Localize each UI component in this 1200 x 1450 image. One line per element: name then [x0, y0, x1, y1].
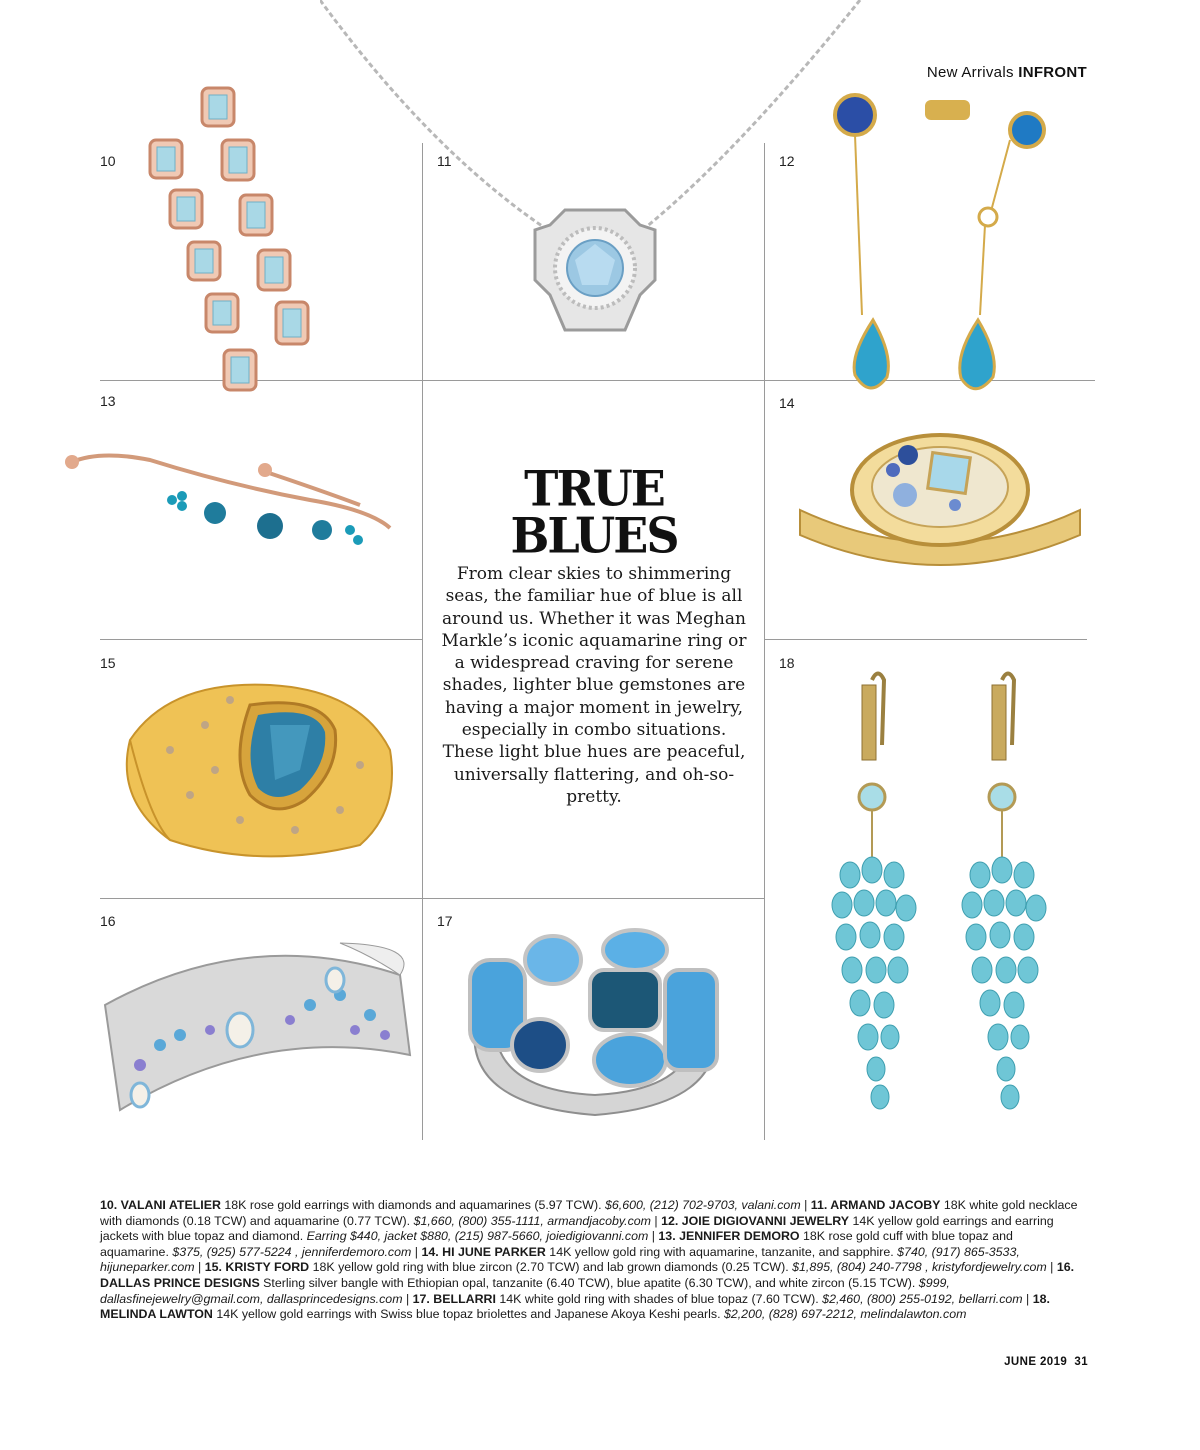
- panel-number: 13: [100, 393, 116, 409]
- credit-contact: $2,200, (828) 697-2212, melindalawton.com: [723, 1307, 967, 1322]
- credit-desc: 14K yellow gold ring with aquamarine, tanzanite, and sapphire.: [545, 1244, 898, 1259]
- credit-name: 17. BELLARRI: [412, 1291, 496, 1306]
- yellow-gold-blue-topaz-earrings-icon: [815, 85, 1065, 410]
- credit-name: 10. VALANI ATELIER: [100, 1198, 221, 1212]
- credit-contact: $2,460, (800) 255-0192, bellarri.com: [822, 1291, 1023, 1306]
- credit-desc: Sterling silver bangle with Ethiopian opal, tanzanite (6.40 TCW), blue apatite (6.30 TCW), and white zircon (5.15 TCW).: [259, 1275, 919, 1290]
- page-folio: [1004, 1356, 1088, 1368]
- yellow-gold-briolette-earrings-icon: [820, 665, 1060, 1135]
- credit-name: 15. KRISTY FORD: [204, 1260, 310, 1275]
- credit-contact: $375, (925) 577-5224 , jenniferdemoro.com: [172, 1244, 412, 1259]
- feature-intro: From clear skies to shimmering seas, the familiar hue of blue is all around us. Whether it was Meghan Markle’s iconic aquamarine ring or a widespread craving for serene shades, lighter blue gemstones are having a major moment in jewelry, especially in combo situations. These light blue hues are peaceful, universally flattering, and oh-so-pretty.: [441, 564, 747, 807]
- grid-divider: [100, 639, 422, 640]
- credit-desc: 18K white gold necklace with diamonds (0.18 TCW) and aquamarine (0.77 TCW).: [100, 1198, 1078, 1228]
- grid-divider: [100, 898, 765, 899]
- credit-desc: 14K yellow gold earrings with Swiss blue topaz briolettes and Japanese Akoya Keshi pearls.: [212, 1307, 724, 1322]
- credit-desc: 14K yellow gold earrings and earring jackets with blue topaz and diamond.: [100, 1213, 1054, 1244]
- page-number: 31: [1074, 1356, 1088, 1368]
- feature-title-line: BLUES: [510, 506, 678, 564]
- panel-number: 11: [437, 153, 452, 169]
- credit-contact: $6,600, (212) 702-9703, valani.com: [605, 1198, 801, 1212]
- panel-number: 12: [779, 153, 795, 169]
- sterling-silver-opal-bangle-icon: [100, 935, 420, 1135]
- credit-desc: 18K rose gold earrings with diamonds and aquamarines (5.97 TCW).: [220, 1198, 606, 1212]
- section-name: INFRONT: [1018, 64, 1087, 81]
- product-credits: 10. VALANI ATELIER 18K rose gold earrings with diamonds and aquamarines (5.97 TCW). $6,600, (212) 702-9703, valani.com | 11. ARMAND JACOBY 18K white gold necklace with diamonds (0.18 TCW) and aquamarine (0.77 TCW). $1,660, (800) 355-1111, armandjacoby.com | 12. JOIE DIGIOVANNI JEWELRY 14K yellow gold earrings and earring jackets with blue topaz and diamond. Earring $440, jacket $880, (215) 987-5660, joiedigiovanni.com | 13. JENNIFER DEMORO 18K rose gold cuff with blue topaz and aquamarine. $375, (925) 577-5224 , jenniferdemoro.com | 14. HI JUNE PARKER 14K yellow gold ring with aquamarine, tanzanite, and sapphire. $740, (917) 865-3533, hijuneparker.com | 15. KRISTY FORD 18K yellow gold ring with blue zircon (2.70 TCW) and lab grown diamonds (0.25 TCW). $1,895, (804) 240-7798 , kristyfordjewelry.com | 16. DALLAS PRINCE DESIGNS Sterling silver bangle with Ethiopian opal, tanzanite (6.40 TCW), blue apatite (6.30 TCW), and white zircon (5.15 TCW). $999, dallasfinejewelry@gmail.com, dallasprincedesigns.com | 17. BELLARRI 14K white gold ring with shades of blue topaz (7.60 TCW). $2,460, (800) 255-0192, bellarri.com | 18. MELINDA LAWTON 14K yellow gold earrings with Swiss blue topaz briolettes and Japanese Akoya Keshi pearls. $2,200, (828) 697-2212, melindalawton.com: [100, 1198, 1078, 1322]
- credit-name: 13. JENNIFER DEMORO: [658, 1229, 800, 1244]
- yellow-gold-blue-zircon-ring-icon: [110, 670, 400, 870]
- panel-number: 17: [437, 913, 453, 929]
- white-gold-blue-topaz-ring-icon: [455, 925, 735, 1125]
- rose-gold-blue-topaz-cuff-icon: [60, 440, 405, 560]
- credit-name: 18. MELINDA LAWTON: [100, 1291, 1050, 1322]
- panel-number: 15: [100, 655, 116, 671]
- credit-contact: $1,660, (800) 355-1111, armandjacoby.com: [413, 1213, 651, 1228]
- white-gold-aquamarine-pendant-necklace-icon: [320, 0, 865, 350]
- credit-desc: 18K yellow gold ring with blue zircon (2.70 TCW) and lab grown diamonds (0.25 TCW).: [309, 1260, 793, 1275]
- panel-number: 18: [779, 655, 795, 671]
- credit-contact: $740, (917) 865-3533, hijuneparker.com: [100, 1244, 1020, 1275]
- rose-gold-aquamarine-drop-earrings-icon: [140, 80, 330, 410]
- grid-divider: [765, 639, 1087, 640]
- credit-desc: 14K white gold ring with shades of blue topaz (7.60 TCW).: [495, 1291, 823, 1306]
- panel-number: 14: [779, 395, 795, 411]
- credit-name: 11. ARMAND JACOBY: [810, 1198, 941, 1212]
- yellow-gold-multi-gem-ring-icon: [790, 425, 1090, 570]
- issue-date: JUNE 2019: [1004, 1356, 1068, 1368]
- section-prefix: New Arrivals: [926, 64, 1014, 81]
- credit-contact: Earring $440, jacket $880, (215) 987-5660, joiedigiovanni.com: [306, 1229, 649, 1244]
- credit-name: 16. DALLAS PRINCE DESIGNS: [100, 1260, 1075, 1290]
- credit-desc: 18K rose gold cuff with blue topaz and aquamarine.: [100, 1229, 1013, 1259]
- credit-name: 14. HI JUNE PARKER: [421, 1244, 546, 1259]
- feature-title-line: TRUE: [524, 460, 664, 518]
- credit-contact: $999, dallasfinejewelry@gmail.com, dallasprincedesigns.com: [100, 1275, 950, 1306]
- feature-title: [423, 460, 765, 564]
- credit-contact: $1,895, (804) 240-7798 , kristyfordjewelry.com: [792, 1260, 1047, 1275]
- panel-number: 10: [100, 153, 116, 169]
- panel-number: 16: [100, 913, 116, 929]
- credit-name: 12. JOIE DIGIOVANNI JEWELRY: [661, 1213, 850, 1228]
